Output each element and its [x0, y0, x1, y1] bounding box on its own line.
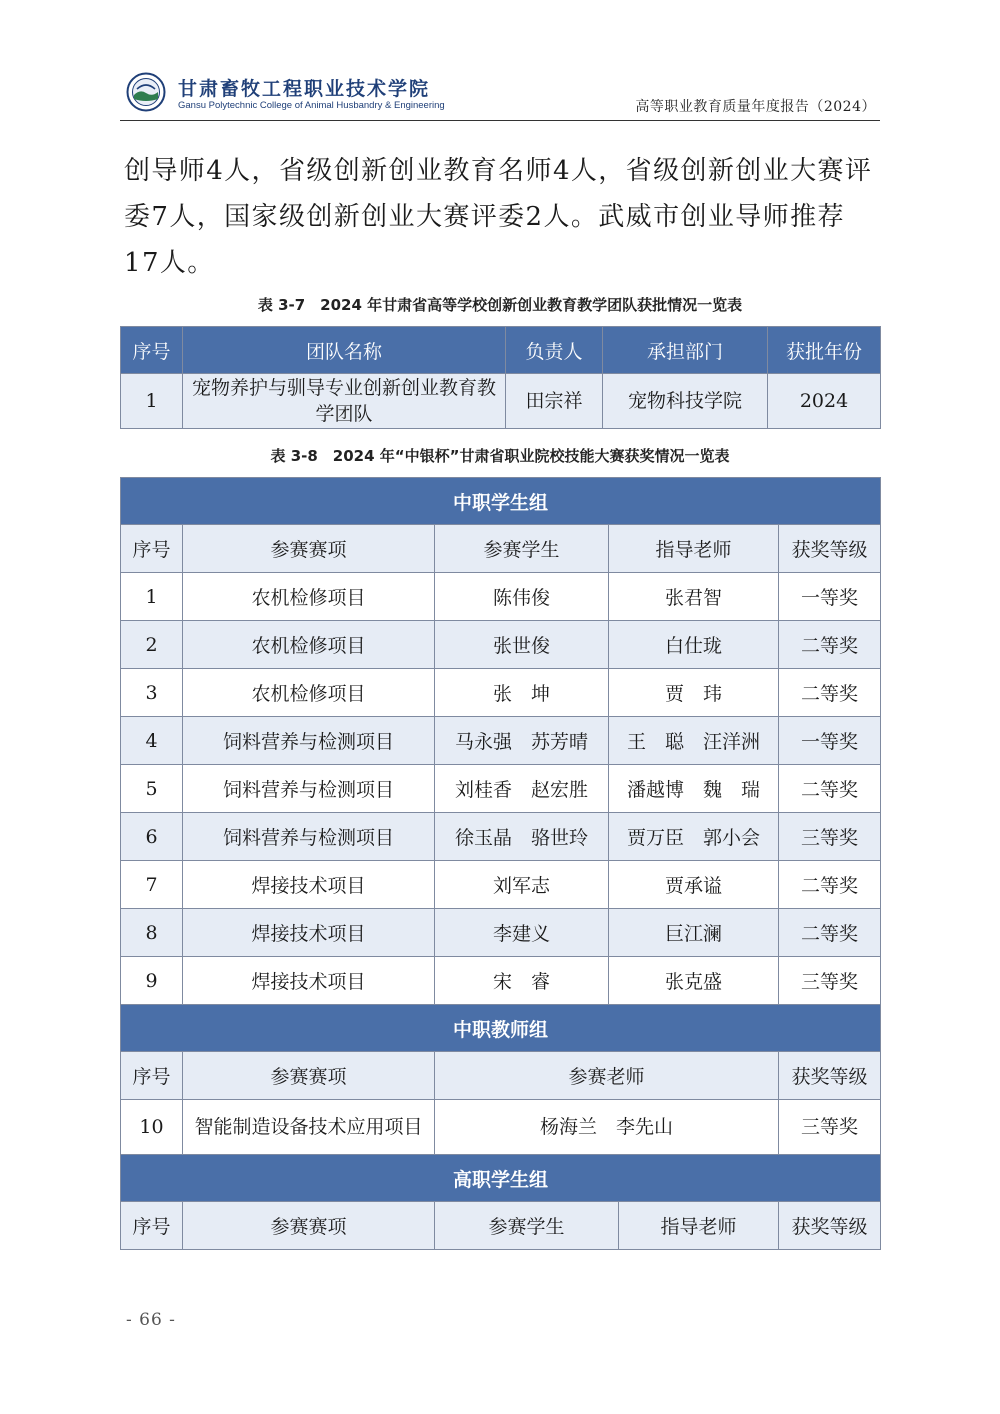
table-cell: 农机检修项目 [183, 573, 435, 621]
header-cell: 参赛赛项 [183, 1052, 435, 1100]
table-cell: 饲料营养与检测项目 [183, 717, 435, 765]
table-cell: 宠物科技学院 [603, 374, 768, 429]
table-3-8-body [121, 478, 881, 1250]
header-cell: 承担部门 [603, 327, 768, 374]
body-paragraph: 创导师4人，省级创新创业教育名师4人，省级创新创业大赛评委7人，国家级创新创业大赛评委2人。武威市创业导师推荐17人。 [124, 156, 873, 278]
table-cell: 张克盛 [609, 957, 779, 1005]
header-cell: 参赛学生 [435, 1202, 619, 1250]
table-cell: 农机检修项目 [183, 621, 435, 669]
college-logo-icon [126, 72, 166, 112]
table-cell: 李建义 [435, 909, 609, 957]
table-header-row [121, 1202, 881, 1250]
header-cell: 获批年份 [768, 327, 881, 374]
table-cell: 马永强 苏芳晴 [435, 717, 609, 765]
table-cell: 二等奖 [779, 909, 881, 957]
school-name-cn: 甘肃畜牧工程职业技术学院 [178, 78, 431, 100]
table-cell: 2024 [768, 374, 881, 429]
table-cell: 一等奖 [779, 573, 881, 621]
table-cell: 8 [121, 909, 183, 957]
table-cell: 1 [121, 374, 183, 429]
group-row-secondary-teachers [121, 1005, 881, 1052]
table-cell: 9 [121, 957, 183, 1005]
table-3-7-caption: 表 3-7 2024 年甘肃省高等学校创新创业教育教学团队获批情况一览表 [257, 296, 743, 314]
school-name-en: Gansu Polytechnic College of Animal Husbandry & Engineering [178, 100, 445, 111]
table-cell: 农机检修项目 [183, 669, 435, 717]
table-cell: 7 [121, 861, 183, 909]
group-title: 中职学生组 [121, 478, 881, 525]
table-row [121, 1100, 881, 1155]
table-row [121, 573, 881, 621]
table-header-row [121, 1052, 881, 1100]
header-cell: 获奖等级 [779, 525, 881, 573]
table-cell: 白仕珑 [609, 621, 779, 669]
header-cell: 序号 [121, 525, 183, 573]
table-cell: 贾万臣 郭小会 [609, 813, 779, 861]
page-number: - 66 - [126, 1310, 176, 1330]
table-cell: 10 [121, 1100, 183, 1155]
table-row [121, 813, 881, 861]
table-cell: 1 [121, 573, 183, 621]
table-cell: 宋 睿 [435, 957, 609, 1005]
header-cell: 团队名称 [183, 327, 506, 374]
table-cell: 3 [121, 669, 183, 717]
report-title: 高等职业教育质量年度报告（2024） [635, 99, 876, 115]
header-cell: 负责人 [506, 327, 603, 374]
table-cell: 田宗祥 [506, 374, 603, 429]
header-cell: 序号 [121, 1052, 183, 1100]
table-row [121, 621, 881, 669]
header-cell: 参赛老师 [435, 1052, 779, 1100]
table-cell: 6 [121, 813, 183, 861]
table-cell: 5 [121, 765, 183, 813]
table-cell: 王 聪 汪洋洲 [609, 717, 779, 765]
table-cell: 三等奖 [779, 813, 881, 861]
table-cell: 三等奖 [779, 957, 881, 1005]
table-cell: 刘军志 [435, 861, 609, 909]
table-cell: 贾 玮 [609, 669, 779, 717]
table-row [121, 861, 881, 909]
table-cell: 徐玉晶 骆世玲 [435, 813, 609, 861]
header-cell: 序号 [121, 327, 183, 374]
header-cell: 获奖等级 [779, 1202, 881, 1250]
table-cell: 三等奖 [779, 1100, 881, 1155]
table-cell: 陈伟俊 [435, 573, 609, 621]
table-cell: 二等奖 [779, 861, 881, 909]
table-row [121, 374, 881, 429]
table-row [121, 909, 881, 957]
table-cell: 4 [121, 717, 183, 765]
table-cell: 二等奖 [779, 669, 881, 717]
group-title: 中职教师组 [121, 1005, 881, 1052]
table-row [121, 717, 881, 765]
table-3-8-caption: 表 3-8 2024 年“中银杯”甘肃省职业院校技能大赛获奖情况一览表 [270, 447, 730, 465]
table-cell: 杨海兰 李先山 [435, 1100, 779, 1155]
table-row [121, 669, 881, 717]
table-cell: 张君智 [609, 573, 779, 621]
header-cell: 指导老师 [609, 525, 779, 573]
table-cell: 焊接技术项目 [183, 861, 435, 909]
header-cell: 参赛赛项 [183, 525, 435, 573]
table-cell: 潘越博 魏 瑞 [609, 765, 779, 813]
table-3-8 [120, 477, 881, 1250]
table-cell: 宠物养护与驯导专业创新创业教育教学团队 [183, 374, 506, 429]
table-cell: 刘桂香 赵宏胜 [435, 765, 609, 813]
header-cell: 参赛学生 [435, 525, 609, 573]
group-row-higher-students [121, 1155, 881, 1202]
table-cell: 二等奖 [779, 621, 881, 669]
table-header-row [121, 525, 881, 573]
table-cell: 贾承谥 [609, 861, 779, 909]
table-cell: 巨江澜 [609, 909, 779, 957]
group-row-secondary-students [121, 478, 881, 525]
header-cell: 获奖等级 [779, 1052, 881, 1100]
table-cell: 张世俊 [435, 621, 609, 669]
table-cell: 智能制造设备技术应用项目 [183, 1100, 435, 1155]
table-cell: 焊接技术项目 [183, 909, 435, 957]
group-title: 高职学生组 [121, 1155, 881, 1202]
table-row [121, 957, 881, 1005]
header-cell: 参赛赛项 [183, 1202, 435, 1250]
page-header [120, 68, 880, 121]
table-cell: 一等奖 [779, 717, 881, 765]
table-header-row [121, 327, 881, 374]
table-cell: 张 坤 [435, 669, 609, 717]
table-row [121, 765, 881, 813]
header-cell: 序号 [121, 1202, 183, 1250]
table-3-7 [120, 326, 881, 429]
table-cell: 2 [121, 621, 183, 669]
table-cell: 焊接技术项目 [183, 957, 435, 1005]
table-cell: 饲料营养与检测项目 [183, 813, 435, 861]
header-cell: 指导老师 [619, 1202, 779, 1250]
table-cell: 饲料营养与检测项目 [183, 765, 435, 813]
table-cell: 二等奖 [779, 765, 881, 813]
